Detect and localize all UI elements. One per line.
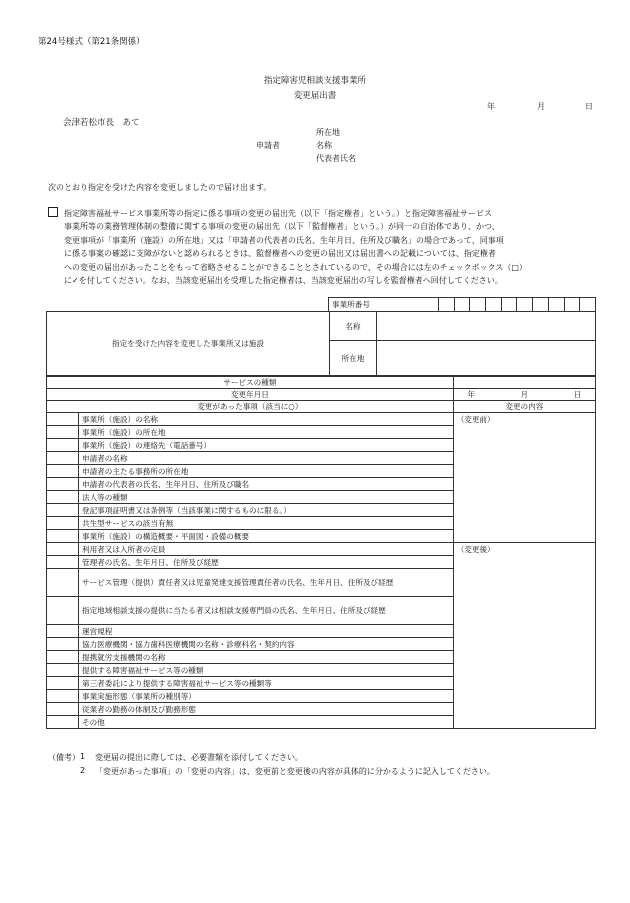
facility-table (46, 311, 596, 376)
office-number-digit[interactable] (580, 298, 596, 312)
change-date-field[interactable]: 年 月 日 (453, 389, 595, 401)
change-item: 提供する障害福祉サービス等の種類 (79, 664, 454, 677)
office-number-digit[interactable] (548, 298, 564, 312)
notice-paragraph (48, 207, 578, 287)
change-items-table (46, 376, 596, 729)
remark-number: 2 (80, 766, 86, 775)
office-number-digit[interactable] (439, 298, 455, 312)
items-header: 変更があった事項（該当に○） (47, 401, 454, 413)
item-mark-cell[interactable] (47, 690, 79, 703)
change-item: 申請者の名称 (79, 452, 454, 465)
change-item: 法人等の種類 (79, 491, 454, 504)
date-year-label: 年 (487, 102, 495, 111)
notice-line: 変更事項が「事業所（施設）の所在地」又は「申請者の代表者の氏名、生年月日、住所及び職名」の場合であって、同事項 (64, 235, 504, 245)
form-title-line1: 指定障害児相談支援事業所 (263, 76, 366, 86)
remarks-label: （備考） (48, 753, 80, 762)
after-content-cell[interactable] (453, 543, 595, 729)
item-mark-cell[interactable] (47, 439, 79, 452)
remark-number: 1 (80, 752, 86, 761)
item-mark-cell[interactable] (47, 597, 79, 625)
office-number-digit[interactable] (564, 298, 580, 312)
change-item: 事業実施形態（事業所の種別等） (79, 690, 454, 703)
change-item: 協力医療機関・協力歯科医療機関の名称・診療科名・契約内容 (79, 638, 454, 651)
item-mark-cell[interactable] (47, 426, 79, 439)
item-mark-cell[interactable] (47, 677, 79, 690)
after-label: （変更後） (456, 545, 495, 554)
applicant-name-label: 名称 (316, 141, 332, 150)
notice-line: 指定障害福祉サービス事業所等の指定に係る事項の変更の届出先（以下「指定権者」という。）と指定障害福祉サービス (48, 209, 492, 218)
office-number-digit[interactable] (517, 298, 533, 312)
notice-line: に✓を付してください。なお、当該変更届出を受理した指定権者は、当該変更届出の写しを監督権者へ回付してください。 (64, 276, 503, 286)
item-mark-cell[interactable] (47, 530, 79, 543)
item-mark-cell[interactable] (47, 478, 79, 491)
supervisor-skip-checkbox[interactable] (48, 207, 58, 217)
change-item: 事業所（施設）の名称 (79, 413, 454, 426)
change-item: 利用者又は入所者の定員 (79, 543, 454, 556)
date-day-label: 日 (585, 102, 593, 111)
remark-text: 「変更があった事項」の「変更の内容」は、変更前と変更後の内容が具体的に分かるように記入してください。 (95, 767, 495, 776)
office-number-digit[interactable] (501, 298, 517, 312)
office-number-digit[interactable] (486, 298, 502, 312)
facility-name-label: 名称 (330, 312, 377, 341)
item-mark-cell[interactable] (47, 651, 79, 664)
item-mark-cell[interactable] (47, 703, 79, 716)
item-mark-cell[interactable] (47, 625, 79, 638)
change-item: 運営規程 (79, 625, 454, 638)
change-item: 共生型サービスの該当有無 (79, 517, 454, 530)
change-item: 申請者の主たる事務所の所在地 (79, 465, 454, 478)
item-mark-cell[interactable] (47, 452, 79, 465)
service-type-label: サービスの種類 (47, 377, 454, 389)
change-date-label: 変更年月日 (47, 389, 454, 401)
item-mark-cell[interactable] (47, 638, 79, 651)
item-mark-cell[interactable] (47, 543, 79, 556)
item-mark-cell[interactable] (47, 517, 79, 530)
office-number-digit[interactable] (533, 298, 549, 312)
change-item: 事業所（施設）の所在地 (79, 426, 454, 439)
intro-text: 次のとおり指定を受けた内容を変更しましたので届け出ます。 (48, 183, 272, 192)
office-number-label: 事業所番号 (329, 298, 439, 312)
change-item: 提携就労支援機関の名称 (79, 651, 454, 664)
change-item: サービス管理（提供）責任者又は児童発達支援管理責任者の氏名、生年月日、住所及び経歴 (79, 569, 454, 597)
change-item: 申請者の代表者の氏名、生年月日、住所及び職名 (79, 478, 454, 491)
content-header: 変更の内容 (453, 401, 595, 413)
office-number-digit[interactable] (454, 298, 470, 312)
office-number-table (328, 297, 596, 312)
item-mark-cell[interactable] (47, 664, 79, 677)
form-title-line2: 変更届出書 (293, 91, 337, 101)
addressee: 会津若松市長 あて (63, 118, 140, 128)
change-item: 登記事項証明書又は条例等（当該事業に関するものに限る。） (79, 504, 454, 517)
facility-location-label: 所在地 (330, 341, 377, 376)
change-item: 指定地域相談支援の提供に当たる者又は相談支援専門員の氏名、生年月日、住所及び経歴 (79, 597, 454, 625)
applicant-representative-label: 代表者氏名 (316, 154, 356, 163)
service-type-field[interactable] (453, 377, 595, 389)
change-item: その他 (79, 716, 454, 729)
item-mark-cell[interactable] (47, 569, 79, 597)
change-item: 従業者の勤務の体制及び勤務形態 (79, 703, 454, 716)
form-number: 第24号様式（第21条関係） (38, 37, 145, 47)
facility-label: 指定を受けた内容を変更した事業所又は施設 (47, 312, 330, 376)
applicant-label: 申請者 (256, 141, 280, 150)
item-mark-cell[interactable] (47, 716, 79, 729)
notice-line: に係る事案の確認に支障がないと認められるときは、監督権者への変更の届出又は届出書への記載については、指定権者 (64, 249, 496, 259)
office-number-digit[interactable] (470, 298, 486, 312)
remark-text: 変更届の提出に際しては、必要書類を添付してください。 (95, 753, 303, 762)
date-month-label: 月 (537, 102, 545, 111)
before-content-cell[interactable] (453, 413, 595, 543)
change-item: 管理者の氏名、生年月日、住所及び経歴 (79, 556, 454, 569)
item-mark-cell[interactable] (47, 504, 79, 517)
item-mark-cell[interactable] (47, 465, 79, 478)
applicant-location-label: 所在地 (316, 128, 340, 137)
change-item: 第三者委託により提供する障害福祉サービス等の種類等 (79, 677, 454, 690)
facility-name-field[interactable] (377, 312, 596, 341)
before-label: （変更前） (456, 415, 495, 424)
facility-location-field[interactable] (377, 341, 596, 376)
item-mark-cell[interactable] (47, 556, 79, 569)
change-item: 事業所（施設）の構造概要・平面図・設備の概要 (79, 530, 454, 543)
notice-line: 事業所等の業務管理体制の整備に関する事項の変更の届出先（以下「監督権者」という。）が同一の自治体であり、かつ、 (64, 222, 500, 232)
item-mark-cell[interactable] (47, 491, 79, 504)
change-item: 事業所（施設）の連絡先（電話番号） (79, 439, 454, 452)
notice-line: への変更の届出があったことをもって省略させることができることとされているので、その場合には左のチェックボックス（□） (64, 262, 527, 272)
item-mark-cell[interactable] (47, 413, 79, 426)
